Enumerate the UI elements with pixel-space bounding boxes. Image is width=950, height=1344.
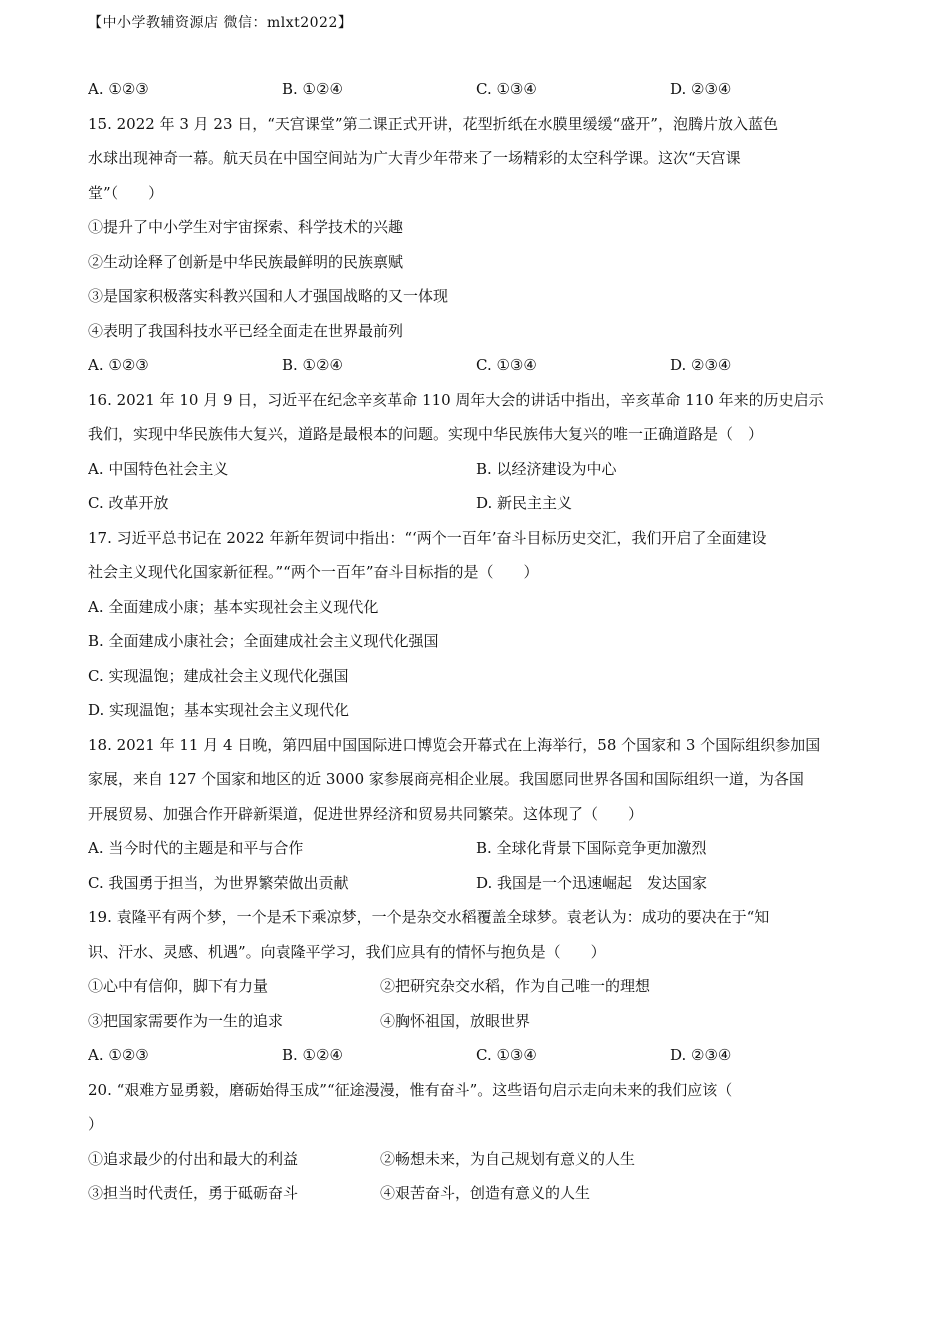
q15-stem-line: 15. 2022 年 3 月 23 日，“天宫课堂”第二课正式开讲，花型折纸在水膜里缓缓“盛开”，泡腾片放入蓝色	[88, 114, 778, 133]
q18-options-row	[88, 831, 864, 866]
q15-statement: ④表明了我国科技水平已经全面走在世界最前列	[88, 321, 404, 340]
q16-option-a: A. 中国特色社会主义	[88, 459, 229, 478]
q17-stem-line: 社会主义现代化国家新征程。”“两个一百年”奋斗目标指的是（ ）	[88, 563, 539, 581]
q19-stem-line: 19. 袁隆平有两个梦，一个是禾下乘凉梦，一个是杂交水稻覆盖全球梦。袁老认为：成功的要决在于“知	[88, 908, 770, 926]
q17-option-a: A. 全面建成小康；基本实现社会主义现代化	[88, 597, 379, 616]
q16-option-b: B. 以经济建设为中心	[476, 459, 617, 478]
q15-stem-line: 水球出现神奇一幕。航天员在中国空间站为广大青少年带来了一场精彩的太空科学课。这次“天宫课	[88, 149, 741, 167]
q20-statement: ④艰苦奋斗，创造有意义的人生	[380, 1184, 591, 1202]
q14-options	[88, 72, 864, 107]
q19-option-d: D. ②③④	[670, 1046, 732, 1064]
q18-stem-line: 18. 2021 年 11 月 4 日晚，第四届中国国际进口博览会开幕式在上海举行，58 个国家和 3 个国际组织参加国	[88, 735, 821, 754]
q15-option-b: B. ①②④	[282, 356, 343, 374]
q18-option-a: A. 当今时代的主题是和平与合作	[88, 839, 304, 857]
q15-option-c: C. ①③④	[476, 356, 537, 374]
q19-statement: ②把研究杂交水稻，作为自己唯一的理想	[380, 977, 651, 995]
q19-statement: ①心中有信仰，脚下有力量	[88, 977, 269, 995]
q20-statements-row	[88, 1176, 864, 1211]
q15-statement: ③是国家积极落实科教兴国和人才强国战略的又一体现	[88, 287, 449, 305]
q20-stem-line: 20. “艰难方显勇毅，磨砺始得玉成”“征途漫漫，惟有奋斗”。这些语句启示走向未来的我们应该（	[88, 1080, 733, 1099]
q14-option-b: B. ①②④	[282, 80, 343, 98]
question-18	[88, 728, 864, 901]
q15-stem-line: 堂”（ ）	[88, 183, 164, 202]
q17-option-b: B. 全面建成小康社会；全面建成社会主义现代化强国	[88, 632, 439, 650]
question-15	[88, 107, 864, 383]
q16-options-row	[88, 486, 864, 521]
question-16	[88, 383, 864, 521]
q14-option-a: A. ①②③	[88, 80, 149, 98]
q19-statements-row	[88, 1004, 864, 1039]
q20-statements-row	[88, 1142, 864, 1177]
page-header: 【中小学教辅资源店 微信：mlxt2022】	[88, 15, 353, 31]
q15-statement: ①提升了中小学生对宇宙探索、科学技术的兴趣	[88, 218, 404, 236]
q16-option-d: D. 新民主主义	[476, 494, 573, 512]
q20-statement: ③担当时代责任，勇于砥砺奋斗	[88, 1184, 299, 1202]
question-17	[88, 521, 864, 728]
q18-option-b: B. 全球化背景下国际竞争更加激烈	[476, 839, 707, 857]
q19-option-b: B. ①②④	[282, 1046, 343, 1064]
q19-options	[88, 1038, 864, 1073]
q18-stem-line: 家展，来自 127 个国家和地区的近 3000 家参展商亮相企业展。我国愿同世界各国和国际组织一道，为各国	[88, 770, 804, 788]
q15-option-d: D. ②③④	[670, 356, 732, 374]
q17-option-c: C. 实现温饱；建成社会主义现代化强国	[88, 666, 349, 685]
q16-stem-line: 16. 2021 年 10 月 9 日，习近平在纪念辛亥革命 110 周年大会的讲话中指出，辛亥革命 110 年来的历史启示	[88, 390, 824, 409]
q16-stem-line: 我们，实现中华民族伟大复兴，道路是最根本的问题。实现中华民族伟大复兴的唯一正确道路是（ ）	[88, 425, 764, 443]
q18-option-c: C. 我国勇于担当，为世界繁荣做出贡献	[88, 873, 349, 892]
q19-statement: ③把国家需要作为一生的追求	[88, 1011, 284, 1030]
q18-stem-line: 开展贸易、加强合作开辟新渠道，促进世界经济和贸易共同繁荣。这体现了（ ）	[88, 804, 644, 823]
q14-option-d: D. ②③④	[670, 80, 732, 98]
question-content	[88, 72, 864, 1211]
q17-option-d: D. 实现温饱；基本实现社会主义现代化	[88, 701, 350, 719]
q15-statement: ②生动诠释了创新是中华民族最鲜明的民族禀赋	[88, 252, 404, 271]
q15-option-a: A. ①②③	[88, 356, 149, 374]
q16-options-row	[88, 452, 864, 487]
q19-statement: ④胸怀祖国，放眼世界	[380, 1011, 531, 1030]
q14-option-c: C. ①③④	[476, 80, 537, 98]
q17-stem-line: 17. 习近平总书记在 2022 年新年贺词中指出：“‘两个一百年’奋斗目标历史交汇，我们开启了全面建设	[88, 528, 767, 547]
q19-stem-line: 识、汗水、灵感、机遇”。向袁隆平学习，我们应具有的情怀与抱负是（ ）	[88, 942, 606, 961]
q19-option-a: A. ①②③	[88, 1046, 149, 1064]
question-20	[88, 1073, 864, 1211]
question-19	[88, 900, 864, 1073]
q16-option-c: C. 改革开放	[88, 494, 169, 512]
q19-statements-row	[88, 969, 864, 1004]
q20-statement: ②畅想未来，为自己规划有意义的人生	[380, 1149, 636, 1168]
q19-option-c: C. ①③④	[476, 1046, 537, 1064]
q20-stem-line: ）	[88, 1115, 104, 1133]
q18-options-row	[88, 866, 864, 901]
q20-statement: ①追求最少的付出和最大的利益	[88, 1149, 299, 1168]
q15-options	[88, 348, 864, 383]
q18-option-d: D. 我国是一个迅速崛起 发达国家	[476, 873, 708, 892]
